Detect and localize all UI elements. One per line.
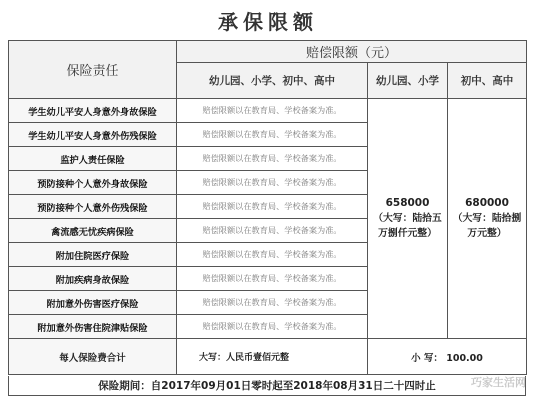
watermark: 巧家生活网: [471, 376, 526, 389]
coverage-item: 禽流感无忧疾病保险: [9, 219, 177, 243]
limit-note: 赔偿限额以在教育局、学校备案为准。: [177, 99, 368, 123]
coverage-item: 附加住院医疗保险: [9, 243, 177, 267]
amount-capital-line: 万元整）: [467, 228, 507, 239]
coverage-item: 监护人责任保险: [9, 147, 177, 171]
limit-note: 赔偿限额以在教育局、学校备案为准。: [177, 123, 368, 147]
table-row: [9, 99, 527, 123]
coverage-item: 学生幼儿平安人身意外伤残保险: [9, 123, 177, 147]
limit-note: 赔偿限额以在教育局、学校备案为准。: [177, 219, 368, 243]
coverage-item: 附加疾病身故保险: [9, 267, 177, 291]
coverage-table: [8, 40, 527, 375]
limit-note: 赔偿限额以在教育局、学校备案为准。: [177, 291, 368, 315]
total-capital: 大写：人民币壹佰元整: [177, 339, 368, 375]
total-label: 每人保险费合计: [9, 339, 177, 375]
limit-note: 赔偿限额以在教育局、学校备案为准。: [177, 195, 368, 219]
header-all-levels: 幼儿园、小学、初中、高中: [177, 63, 368, 99]
total-row: [9, 339, 527, 375]
limit-note: 赔偿限额以在教育局、学校备案为准。: [177, 267, 368, 291]
header-middle-high: 初中、高中: [448, 63, 527, 99]
amount-capital-line: （大写：陆拾捌: [452, 213, 522, 224]
amount-capital-line: 万捌仟元整）: [378, 228, 437, 239]
amount-capital-line: （大写：陆拾五: [373, 213, 442, 224]
amount-middle-high: [448, 99, 527, 339]
header-kinder-primary: 幼儿园、小学: [368, 63, 448, 99]
limit-note: 赔偿限额以在教育局、学校备案为准。: [177, 315, 368, 339]
coverage-item: 预防接种个人意外伤残保险: [9, 195, 177, 219]
insurance-period: 保险期间：自2017年09月01日零时起至2018年08月31日二十四时止: [8, 376, 526, 396]
header-limit: 赔偿限额（元）: [177, 41, 527, 63]
coverage-item: 学生幼儿平安人身意外身故保险: [9, 99, 177, 123]
total-small: 小 写： 100.00: [368, 339, 527, 375]
limit-note: 赔偿限额以在教育局、学校备案为准。: [177, 171, 368, 195]
amount-value: 680000: [465, 197, 509, 209]
limit-note: 赔偿限额以在教育局、学校备案为准。: [177, 147, 368, 171]
amount-kinder-primary: [368, 99, 448, 339]
coverage-item: 附加意外伤害医疗保险: [9, 291, 177, 315]
coverage-item: 预防接种个人意外身故保险: [9, 171, 177, 195]
amount-value: 658000: [385, 197, 430, 209]
header-responsibility: 保险责任: [9, 41, 177, 99]
coverage-item: 附加意外伤害住院津贴保险: [9, 315, 177, 339]
page-title: 承保限额: [218, 10, 318, 34]
limit-note: 赔偿限额以在教育局、学校备案为准。: [177, 243, 368, 267]
